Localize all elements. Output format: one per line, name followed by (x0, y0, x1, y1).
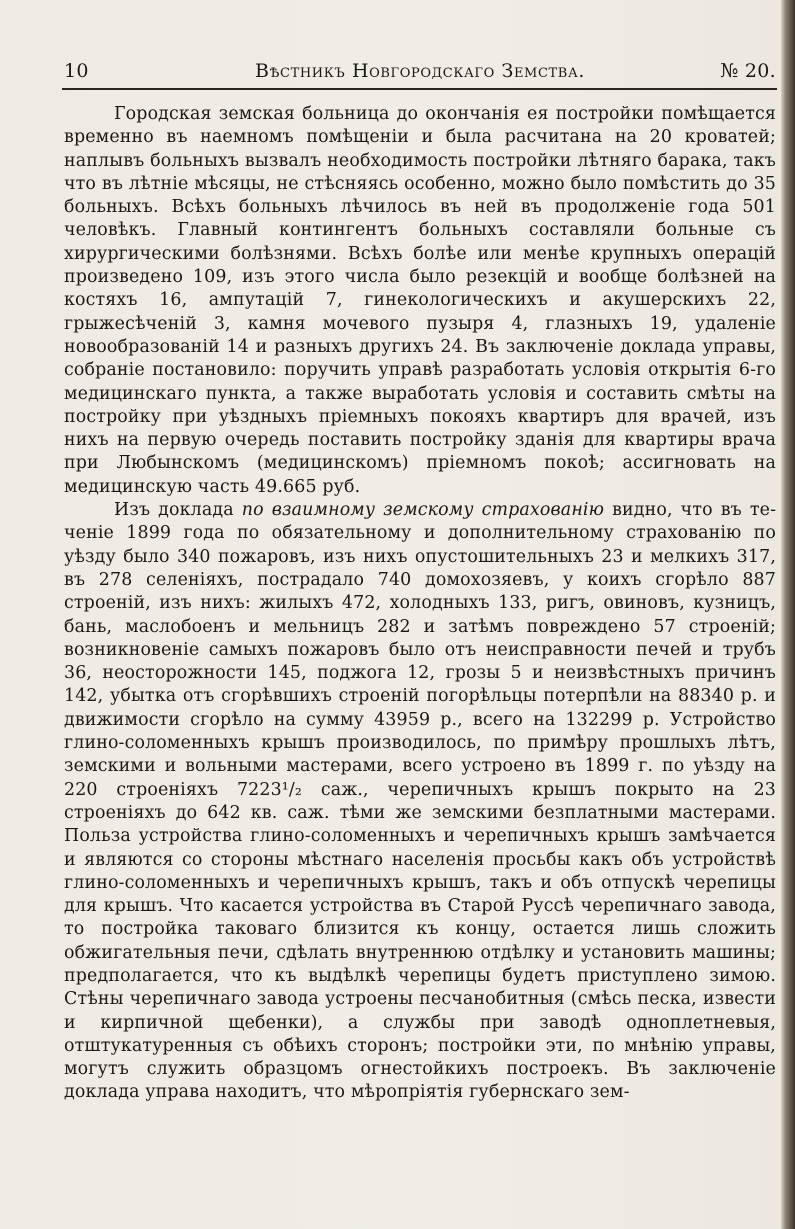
journal-title: Вѣстникъ Новгородскаго Земства. (254, 60, 586, 82)
article-body (64, 103, 776, 1105)
italic-report-title: по взаимному земскому страхованію (241, 500, 605, 521)
running-header (64, 56, 776, 86)
header-rule (62, 88, 777, 90)
paragraph-hospital: Городская земская больница до окончанія ея постройки помѣщается временно въ наемномъ помѣщеніи и была расчитана на 20 кроватей; наплывъ больныхъ вызвалъ необходимость постройки лѣтняго барака, такъ что въ лѣтніе мѣсяцы, не стѣсняясь особенно, можно было помѣстить до 35 больныхъ. Всѣхъ больныхъ лѣчилось въ ней въ продолженіе года 501 человѣкъ. Главный контингентъ больныхъ составляли больные съ хирургическими болѣзнями. Всѣхъ болѣе или менѣе крупныхъ операцій произведено 109, изъ этого числа было резекцій и вообще болѣзней на костяхъ 16, ампутацій 7, гинекологическихъ и акушерскихъ 22, грыжесѣченій 3, камня мочевого пузыря 4, глазныхъ 19, удаленіе новообразованій 14 и разныхъ другихъ 24. Въ заключеніе доклада управы, собраніе постановило: поручить управѣ разработать условія открытія 6-го медицинскаго пункта, а также выработать условія и составить смѣты на постройку при уѣздныхъ пріемныхъ покояхъ квартиръ для врачей, изъ нихъ на первую очередь поставить постройку зданія для квартиры врача при Любынскомъ (медицинскомъ) пріемномъ покоѣ; ассигновать на медицинскую часть 49.665 руб. (64, 104, 776, 497)
paragraph-insurance (64, 499, 776, 1105)
page-edge-shadow (781, 0, 795, 1229)
page-number: 10 (64, 60, 89, 82)
issue-number: № 20. (720, 60, 776, 82)
paragraph-lead: Изъ доклада (114, 500, 242, 521)
paragraph-rest: видно, что въ теченіе 1899 года по обязательному и дополнительному страхованію по уѣзду было 340 пожаровъ, изъ нихъ опустошительныхъ 23 и мелкихъ 317, въ 278 селеніяхъ, пострадало 740 домохозяевъ, у коихъ сгорѣло 887 строеній, изъ нихъ: жилыхъ 472, холодныхъ 133, ригъ, овиновъ, кузницъ, бань, маслобоенъ и мельницъ 282 и затѣмъ повреждено 57 строеній; возникновеніе самыхъ пожаровъ было отъ неисправности печей и трубъ 36, неосторожности 145, поджога 12, грозы 5 и неизвѣстныхъ причинъ 142, убытка отъ сгорѣвшихъ строеній погорѣльцы потерпѣли на 88340 р. и движимости сгорѣло на сумму 43959 р., всего на 132299 р. Устройство глино-соломенныхъ крышъ производилось, по примѣру прошлыхъ лѣтъ, земскими и вольными мастерами, всего устроено въ 1899 г. по уѣзду на 220 строеніяхъ 7223¹/₂ саж., черепичныхъ крышъ покрыто на 23 строеніяхъ до 642 кв. саж. тѣми же земскими безплатными мастерами. Польза устройства глино-соломенныхъ и черепичныхъ крышъ замѣчается и являются со стороны мѣстнаго населенія просьбы какъ объ устройствѣ глино-соломенныхъ и черепичныхъ крышъ, такъ и объ отпускѣ черепицы для крышъ. Что касается устройства въ Старой Руссѣ черепичнаго завода, то постройка таковаго близится къ концу, остается лишь сложить обжигательныя печи, сдѣлать внутреннюю отдѣлку и установить машины; предполагается, что къ выдѣлкѣ черепицы будетъ приступлено зимою. Стѣны черепичнаго завода устроены песчанобитныя (смѣсь песка, извести и кирпичной щебенки), а службы при заводѣ однoплетневыя, отштукатуренныя съ обѣихъ сторонъ; постройки эти, по мнѣнію управы, могутъ служить образцомъ огнестойкихъ построекъ. Въ заключеніе доклада управа находитъ, что мѣропріятія губернскаго зем- (64, 500, 776, 1103)
